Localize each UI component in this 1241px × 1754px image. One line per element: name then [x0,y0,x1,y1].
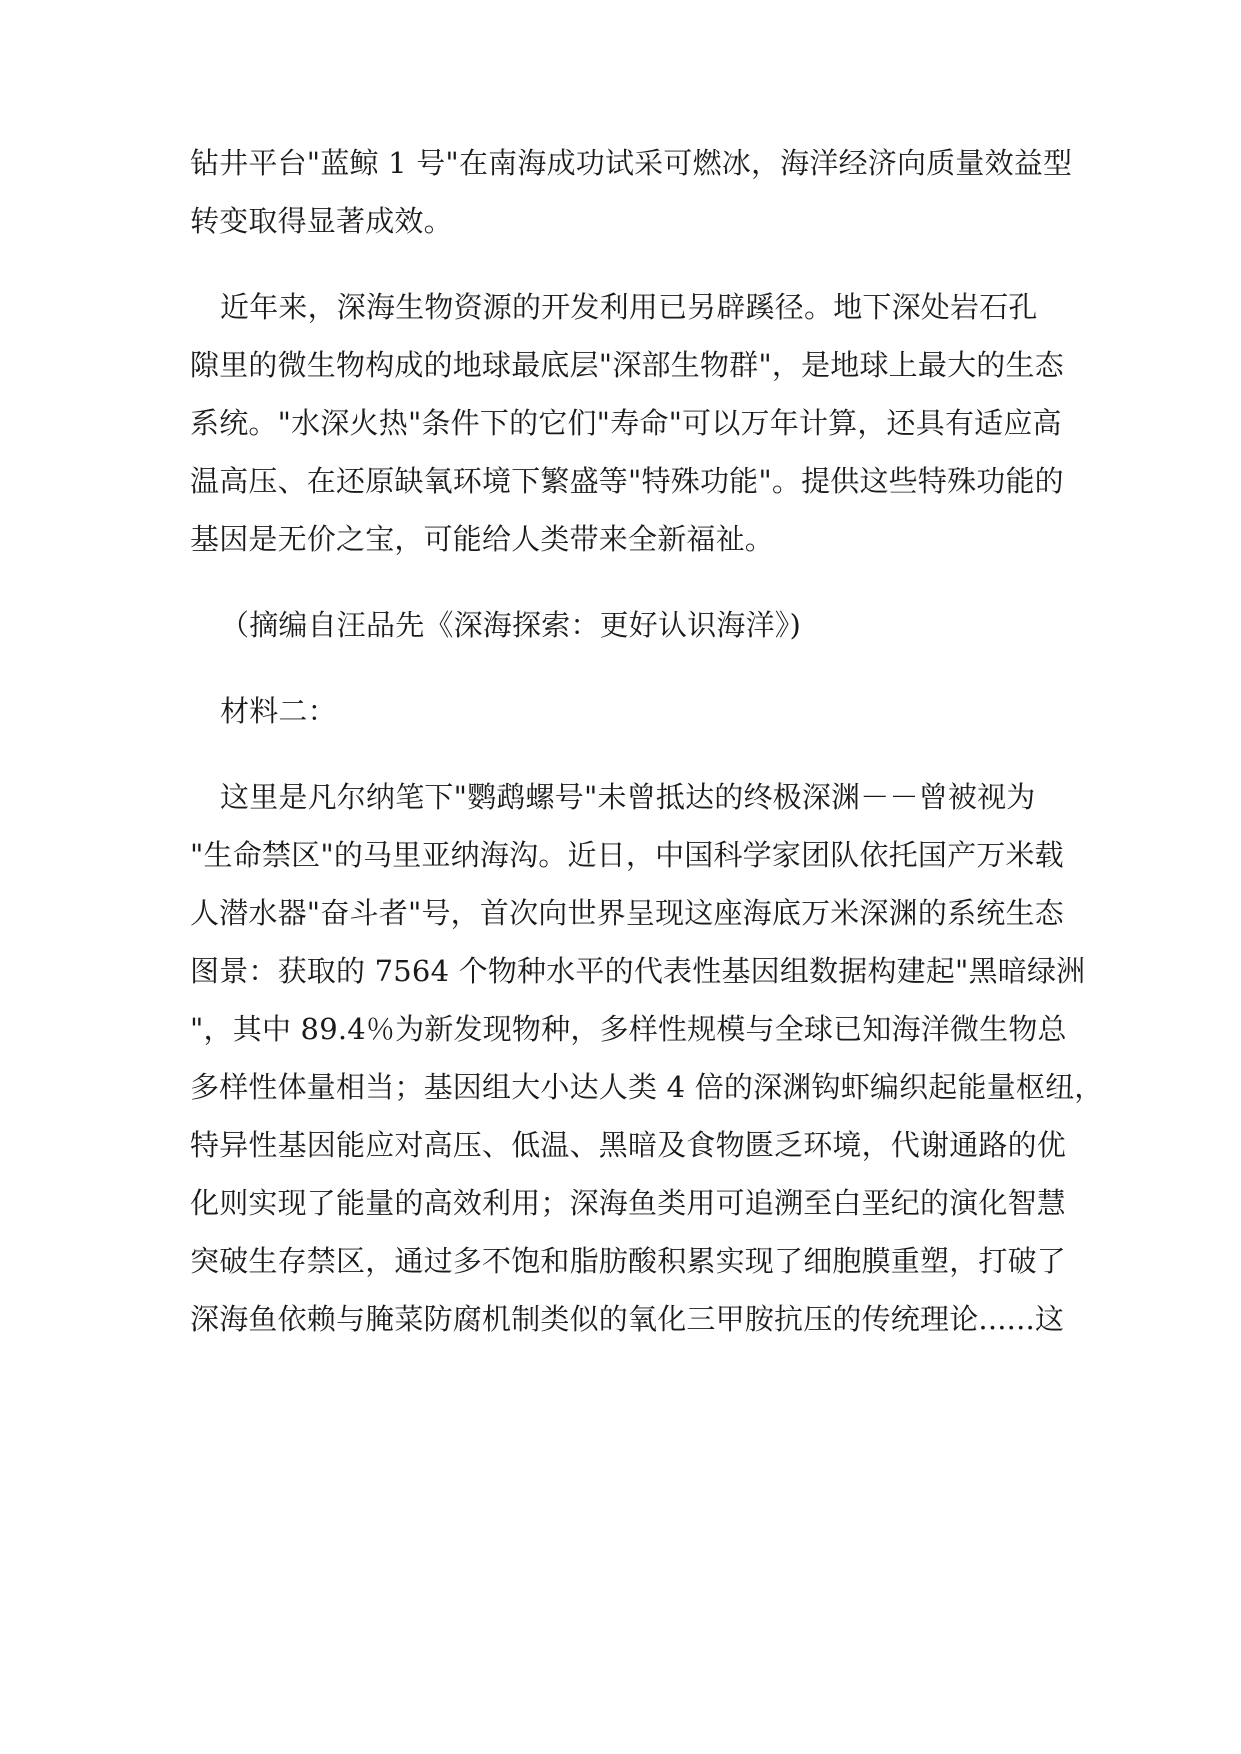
paragraph-3-line-3: 人潜水器"奋斗者"号，首次向世界呈现这座海底万米深渊的系统生态 [190,896,1064,930]
paragraph-3-line-2: "生命禁区"的马里亚纳海沟。近日，中国科学家团队依托国产万米载 [190,838,1064,872]
paragraph-3-line-10: 深海鱼依赖与腌菜防腐机制类似的氧化三甲胺抗压的传统理论......这 [190,1302,1065,1336]
citation: （摘编自汪品先《深海探索：更好认识海洋》) [220,608,802,642]
paragraph-3-line-6: 多样性体量相当；基因组大小达人类 4 倍的深渊钩虾编织起能量枢纽， [190,1070,1104,1104]
paragraph-2-line-3: 系统。"水深火热"条件下的它们"寿命"可以万年计算，还具有适应高 [190,406,1062,440]
paragraph-2-line-5: 基因是无价之宝，可能给人类带来全新福祉。 [190,522,775,556]
paragraph-2-line-4: 温高压、在还原缺氧环境下繁盛等"特殊功能"。提供这些特殊功能的 [190,464,1064,498]
paragraph-2-line-2: 隙里的微生物构成的地球最底层"深部生物群"，是地球上最大的生态 [190,348,1064,382]
paragraph-1-line-1: 钻井平台"蓝鲸 1 号"在南海成功试采可燃冰，海洋经济向质量效益型 [190,146,1073,180]
paragraph-2-line-1: 近年来，深海生物资源的开发利用已另辟蹊径。地下深处岩石孔 [220,290,1038,324]
paragraph-3-line-8: 化则实现了能量的高效利用；深海鱼类用可追溯至白垩纪的演化智慧 [190,1186,1067,1220]
paragraph-3-line-5: "，其中 89.4％为新发现物种，多样性规模与全球已知海洋微生物总 [190,1012,1067,1046]
paragraph-3-line-7: 特异性基因能应对高压、低温、黑暗及食物匮乏环境，代谢通路的优 [190,1128,1067,1162]
paragraph-1-line-2: 转变取得显著成效。 [190,204,453,238]
paragraph-3-line-1: 这里是凡尔纳笔下"鹦鹉螺号"未曾抵达的终极深渊－－曾被视为 [220,780,1036,814]
paragraph-3-line-9: 突破生存禁区，通过多不饱和脂肪酸积累实现了细胞膜重塑，打破了 [190,1244,1067,1278]
paragraph-3-line-4: 图景：获取的 7564 个物种水平的代表性基因组数据构建起"黑暗绿洲 [190,954,1086,988]
material-heading: 材料二： [220,694,337,728]
